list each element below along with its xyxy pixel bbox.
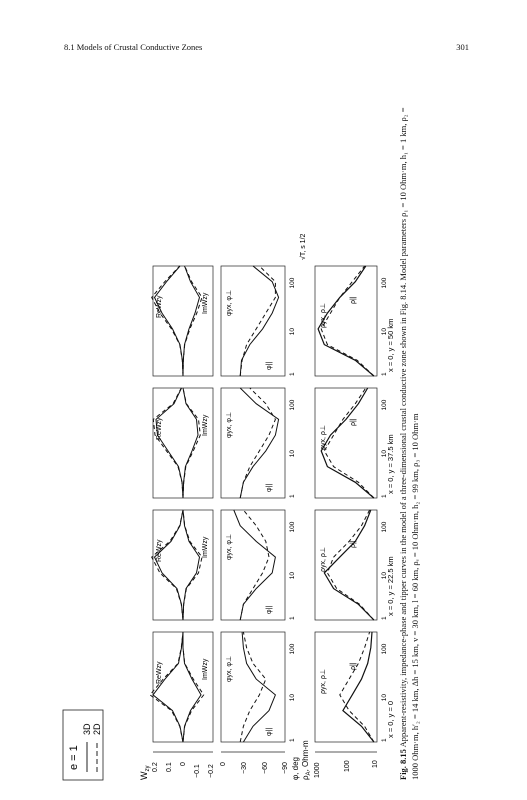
imw-curve-3d [183,632,201,742]
imw-label: ImWzy [202,536,209,558]
section-title: 8.1 Models of Crustal Conductive Zones [64,42,203,52]
rew-curve-3d [155,266,184,376]
x-tick-label: 10 [381,572,388,580]
x-tick-label: 10 [381,450,388,458]
rho-tick-10: 10 [372,760,379,768]
tipper-frame [153,388,213,498]
x-tick-label: 10 [289,328,296,336]
imw-curve-3d [183,388,198,498]
phase-axis-label: φ, deg [291,757,300,780]
x-tick-label: 100 [381,277,388,289]
legend-e-label: e = 1 [68,745,80,770]
x-tick-label: 1 [289,616,296,620]
tipper-tick-0.1: 0.1 [166,762,173,772]
imw-label: ImWzy [202,658,209,680]
x-axis-unit: √T, s 1/2 [300,233,307,260]
x-tick-label: 100 [381,399,388,411]
tipper-tick-neg0.2: −0.2 [208,764,215,778]
tipper-axis [152,752,215,778]
imw-label: ImWzy [202,292,209,314]
phase-par-label: φ|| [266,605,273,614]
rho-yx-label: ρyx, ρ⊥ [320,547,327,572]
phase-curve-3d [240,388,278,498]
rho-curve-3d [324,510,374,620]
phase-yx-label: φyx, φ⊥ [226,411,233,438]
legend-box [63,710,103,780]
rew-label: ReWzy [156,661,163,684]
x-tick-label: 100 [381,521,388,533]
x-tick-label: 10 [289,572,296,580]
panel-column-3 [153,388,395,498]
phase-frame [221,388,285,498]
phase-par-label: φ|| [266,727,273,736]
x-tick-label: 100 [289,277,296,289]
rho-tick-100: 100 [344,760,351,772]
x-tick-label: 1 [289,738,296,742]
x-tick-label: 100 [289,399,296,411]
x-tick-label: 10 [289,450,296,458]
phase-par-label: φ|| [266,483,273,492]
phase-tick-neg30: −30 [241,762,248,774]
phase-tick-0: 0 [220,762,227,766]
x-tick-label: 10 [289,694,296,702]
rho-axis-label: $\rho_A$, Ohm-m [301,740,312,780]
panel-column-4 [152,266,395,376]
x-tick-label: 1 [289,372,296,376]
rew-curve-2d [150,632,183,742]
legend-3d-label: 3D [82,723,92,735]
x-tick-label: 1 [381,494,388,498]
x-tick-label: 100 [381,643,388,655]
imw-curve-3d [183,266,200,376]
rew-label: ReWzy [156,417,163,440]
panel-column-1 [150,632,395,742]
caption-text: Apparent-resistivity, impedance-phase and tipper curves in the model of a three-dimensional crustal conductive zone shown in Fig. 8.14. Model parameters ρ₁ = 10 Ohm·m, h₁ = 1 km, ρ₂ = 1000 Ohm·m, h′₂ = 14 km, Δh = 15 km, v = 30 km, l = 60 km, ρₑ = 10 Ohm·m, h₂ = 99 km, ρ₃ = 10 Ohm·m [398,107,420,780]
rho-tick-1000: 1000 [314,762,321,778]
rho-curve-2d [324,388,374,498]
imw-curve-2d [183,388,200,498]
page-number: 301 [456,42,469,52]
svg-text:Wzy: $W_{zy}$ [139,765,151,780]
rew-curve-3d [153,632,183,742]
imw-curve-3d [183,510,200,620]
x-tick-label: 1 [381,738,388,742]
figure-caption [397,90,421,780]
imw-curve-2d [183,510,202,620]
rew-label: ReWzy [156,295,163,318]
rho-par-label: ρ|| [350,296,357,304]
rho-curve-2d [321,266,374,376]
x-tick-label: 10 [381,694,388,702]
location-label: x = 0, y = 0 [386,700,395,738]
tipper-frame [153,510,213,620]
phase-tick-neg60: −60 [262,762,269,774]
tipper-tick-0: 0 [180,762,187,766]
rho-par-label: ρ|| [350,662,357,670]
phase-frame [221,632,285,742]
rho-par-label: ρ|| [350,540,357,548]
phase-frame [221,266,285,376]
rho-curve-2d [327,510,374,620]
x-tick-label: 10 [381,328,388,336]
phase-axis [220,752,300,780]
x-tick-label: 100 [289,521,296,533]
location-label: x = 0, y = 50 km [386,318,395,372]
x-tick-label: 1 [381,372,388,376]
rho-yx-label: ρyx, ρ⊥ [320,303,327,328]
x-tick-label: 1 [289,494,296,498]
tipper-tick-neg0.1: −0.1 [194,764,201,778]
page-header [0,42,527,56]
phase-yx-label: φyx, φ⊥ [226,289,233,316]
figure-8-15 [53,86,393,780]
imw-label: ImWzy [202,414,209,436]
rho-yx-label: ρyx, ρ⊥ [320,425,327,450]
rho-yx-label: ρyx, ρ⊥ [320,669,327,694]
phase-yx-label: φyx, φ⊥ [226,655,233,682]
x-tick-label: 1 [381,616,388,620]
tipper-axis-label [139,766,151,781]
phase-curve-3d [242,632,275,742]
rho-par-label: ρ|| [350,418,357,426]
phase-tick-neg90: −90 [282,762,289,774]
panel-grid [150,233,395,742]
phase-par-label: φ|| [266,361,273,370]
legend-2d-label: 2D [92,723,102,735]
phase-curve-3d [240,266,278,376]
phase-frame [221,510,285,620]
rho-axis [301,740,379,780]
rew-curve-2d [153,388,183,498]
x-tick-label: 100 [289,643,296,655]
tipper-tick-0.2: 0.2 [152,762,159,772]
location-label: x = 0, y = 37.5 km [386,434,395,494]
phase-curve-3d [234,510,276,620]
rho-curve-3d [343,632,374,742]
rotated-figure [53,86,437,780]
rew-curve-3d [156,388,183,498]
imw-curve-2d [183,632,204,742]
caption-fig-number: Fig. 8.15 [398,749,408,780]
phase-yx-label: φyx, φ⊥ [226,533,233,560]
rew-curve-2d [152,510,183,620]
location-label: x = 0, y = 22.5 km [386,556,395,616]
phase-curve-2d [240,266,275,376]
panel-column-2 [152,510,395,620]
rew-label: ReWzy [156,539,163,562]
